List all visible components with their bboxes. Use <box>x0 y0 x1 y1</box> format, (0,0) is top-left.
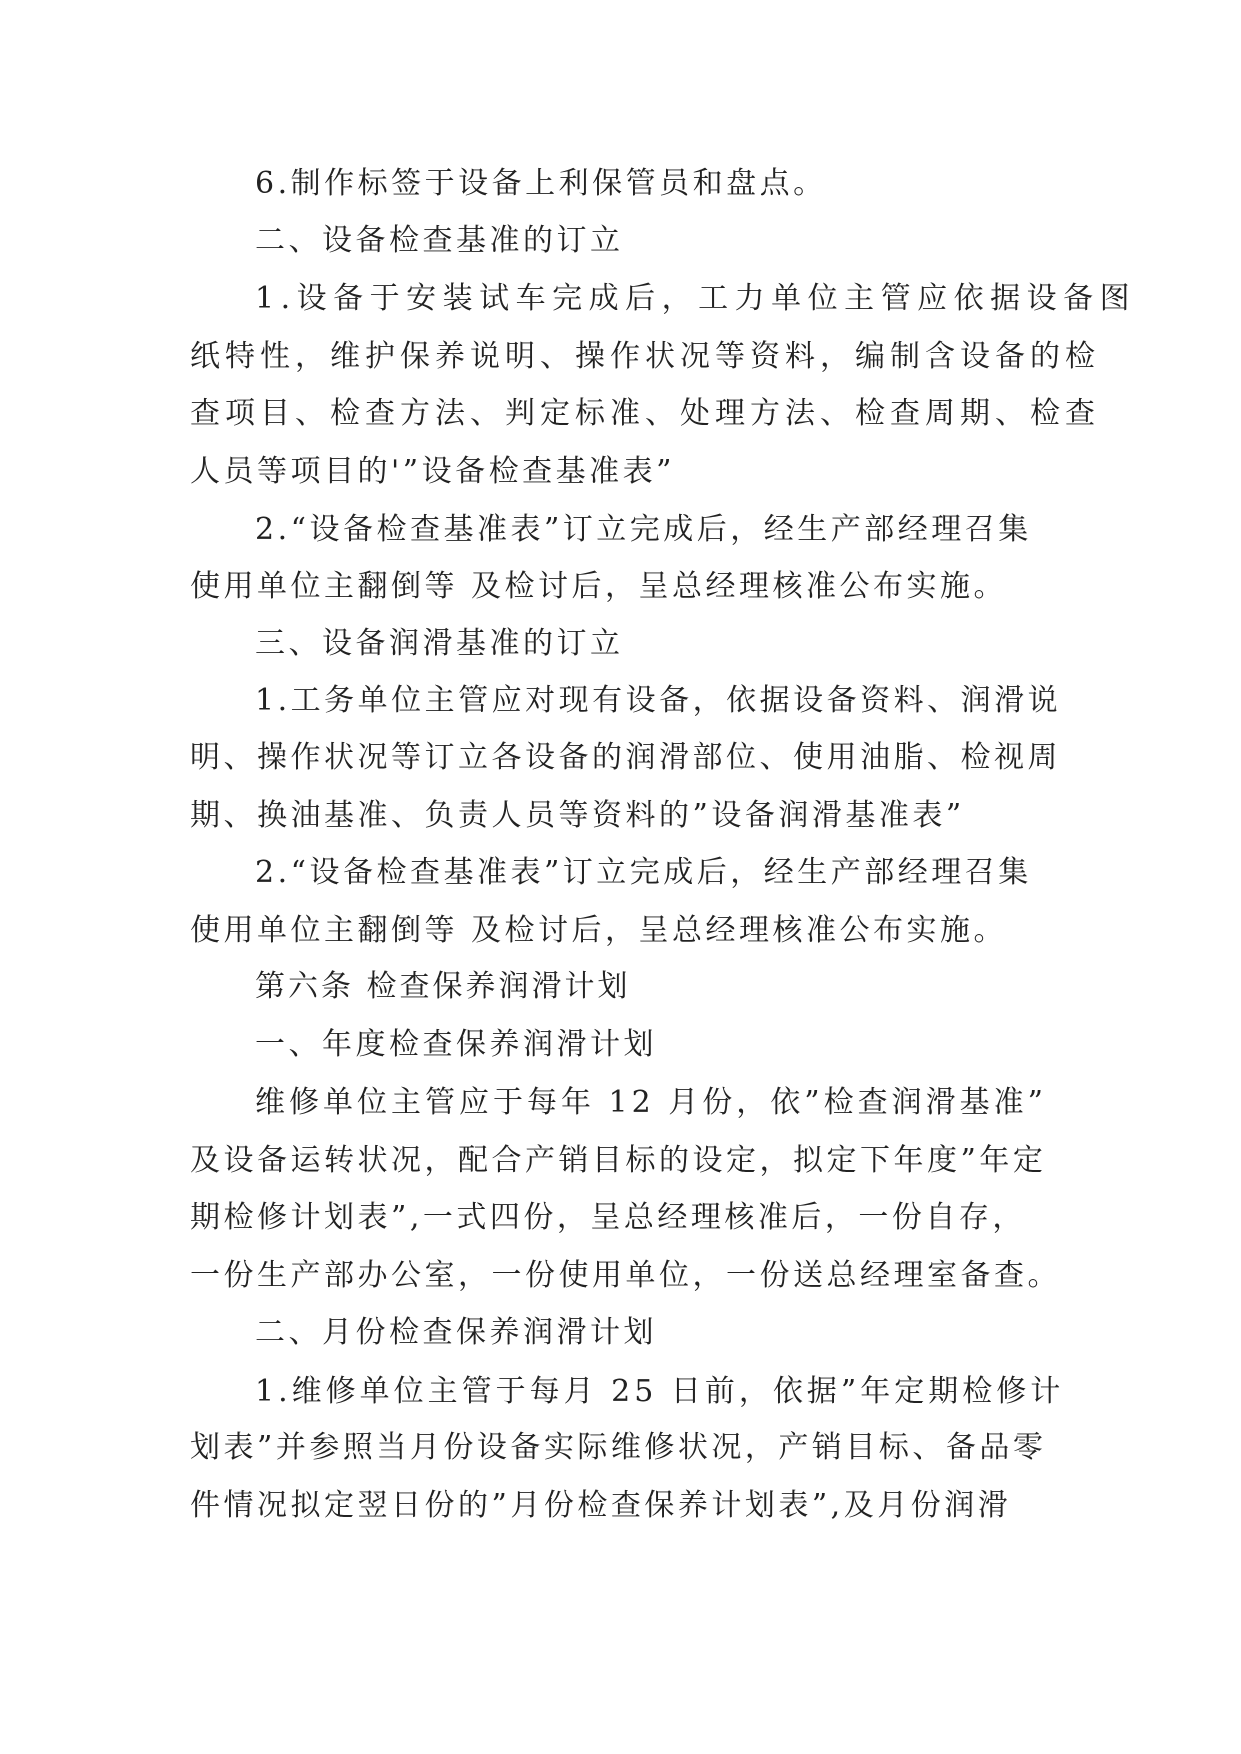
paragraph-inspection-1-line-2: 纸特性，维护保养说明、操作状况等资料，编制含设备的检 <box>190 339 1100 374</box>
section-heading-annual-plan: 一、年度检查保养润滑计划 <box>255 1027 657 1062</box>
paragraph-monthly-1-line-2: 划表”并参照当月份设备实际维修状况，产销目标、备品零 <box>190 1430 1047 1465</box>
paragraph-inspection-1-line-4: 人员等项目的'”设备检查基准表” <box>190 454 675 489</box>
paragraph-monthly-1-line-3: 件情况拟定翌日份的”月份检查保养计划表”,及月份润滑 <box>190 1488 1012 1523</box>
section-heading-inspection-standard: 二、设备检查基准的订立 <box>255 223 624 258</box>
paragraph-lubrication-1-line-1: 1.工务单位主管应对现有设备，依据设备资料、润滑说 <box>255 683 1062 718</box>
paragraph-inspection-2-line-2: 使用单位主翻倒等 及检讨后，呈总经理核准公布实施。 <box>190 569 1008 604</box>
article-heading-article-six: 第六条 检查保养润滑计划 <box>255 969 631 1004</box>
paragraph-monthly-1-line-1: 1.维修单位主管于每月 25 日前，依据”年定期检修计 <box>255 1374 1065 1409</box>
paragraph-inspection-2-line-1: 2.“设备检查基准表”订立完成后，经生产部经理召集 <box>255 512 1032 547</box>
section-heading-monthly-plan: 二、月份检查保养润滑计划 <box>255 1315 657 1350</box>
paragraph-lubrication-1-line-3: 期、换油基准、负责人员等资料的”设备润滑基准表” <box>190 798 965 833</box>
paragraph-annual-line-2: 及设备运转状况，配合产销目标的设定，拟定下年度”年定 <box>190 1143 1047 1178</box>
paragraph-lubrication-2-line-1: 2.“设备检查基准表”订立完成后，经生产部经理召集 <box>255 855 1032 890</box>
paragraph-item-6-label-printing: 6.制作标签于设备上利保管员和盘点。 <box>255 166 827 201</box>
paragraph-annual-line-4: 一份生产部办公室，一份使用单位，一份送总经理室备查。 <box>190 1258 1061 1293</box>
paragraph-lubrication-2-line-2: 使用单位主翻倒等 及检讨后，呈总经理核准公布实施。 <box>190 913 1008 948</box>
paragraph-annual-line-1: 维修单位主管应于每年 12 月份，依”检查润滑基准” <box>255 1085 1047 1120</box>
paragraph-lubrication-1-line-2: 明、操作状况等订立各设备的润滑部位、使用油脂、检视周 <box>190 740 1061 775</box>
paragraph-annual-line-3: 期检修计划表”,一式四份，呈总经理核准后，一份自存， <box>190 1200 1026 1235</box>
paragraph-inspection-1-line-3: 查项目、检查方法、判定标准、处理方法、检查周期、检查 <box>190 396 1100 431</box>
section-heading-lubrication-standard: 三、设备润滑基准的订立 <box>255 626 624 661</box>
paragraph-inspection-1-line-1: 1.设备于安装试车完成后，工力单位主管应依据设备图 <box>255 281 1137 316</box>
